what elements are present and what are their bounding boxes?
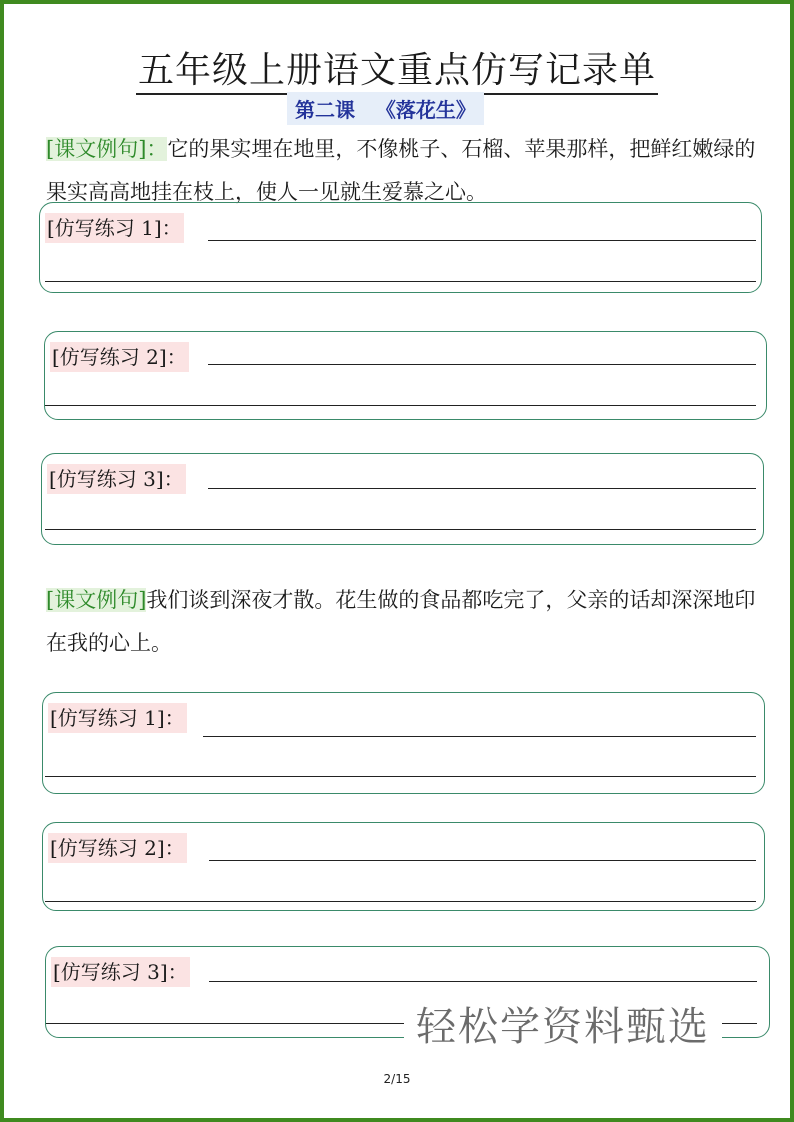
exercise-label: [仿写练习 2]：: [50, 342, 189, 372]
page-title-text: 五年级上册语文重点仿写记录单: [136, 50, 658, 95]
answer-line[interactable]: [45, 901, 756, 902]
exercise-label: [仿写练习 3]：: [51, 957, 190, 987]
answer-line[interactable]: [45, 405, 756, 406]
example-text: 我们谈到深夜才散。花生做的食品都吃完了，父亲的话却深深地印在我的心上。: [46, 588, 756, 655]
exercise-label: [仿写练习 3]：: [47, 464, 186, 494]
example-sentence-2: [46, 579, 766, 665]
exercise-label: [仿写练习 1]：: [45, 213, 184, 243]
answer-line[interactable]: [203, 736, 756, 737]
answer-line[interactable]: [45, 281, 756, 282]
example-tag: [课文例句]：: [46, 137, 168, 161]
example-text: 它的果实埋在地里，不像桃子、石榴、苹果那样，把鲜红嫩绿的果实高高地挂在枝上，使人一见就生爱慕之心。: [46, 137, 756, 204]
page-number: 2/15: [383, 1072, 411, 1086]
answer-line[interactable]: [45, 529, 756, 530]
answer-line[interactable]: [209, 981, 757, 982]
exercise-box[interactable]: [39, 202, 762, 293]
lesson-subtitle: 第二课 《落花生》: [287, 92, 484, 125]
exercise-box[interactable]: [42, 692, 765, 794]
answer-line[interactable]: [208, 488, 756, 489]
exercise-label: [仿写练习 2]：: [48, 833, 187, 863]
answer-line[interactable]: [208, 364, 756, 365]
exercise-box[interactable]: [44, 331, 767, 420]
exercise-label: [仿写练习 1]：: [48, 703, 187, 733]
answer-line[interactable]: [209, 860, 756, 861]
watermark: 轻松学资料甄选: [404, 996, 722, 1058]
answer-line[interactable]: [45, 776, 756, 777]
answer-line[interactable]: [208, 240, 756, 241]
example-tag: [课文例句]: [46, 588, 147, 612]
exercise-box[interactable]: [41, 453, 764, 545]
page-title: [4, 42, 790, 93]
exercise-box[interactable]: [42, 822, 765, 911]
